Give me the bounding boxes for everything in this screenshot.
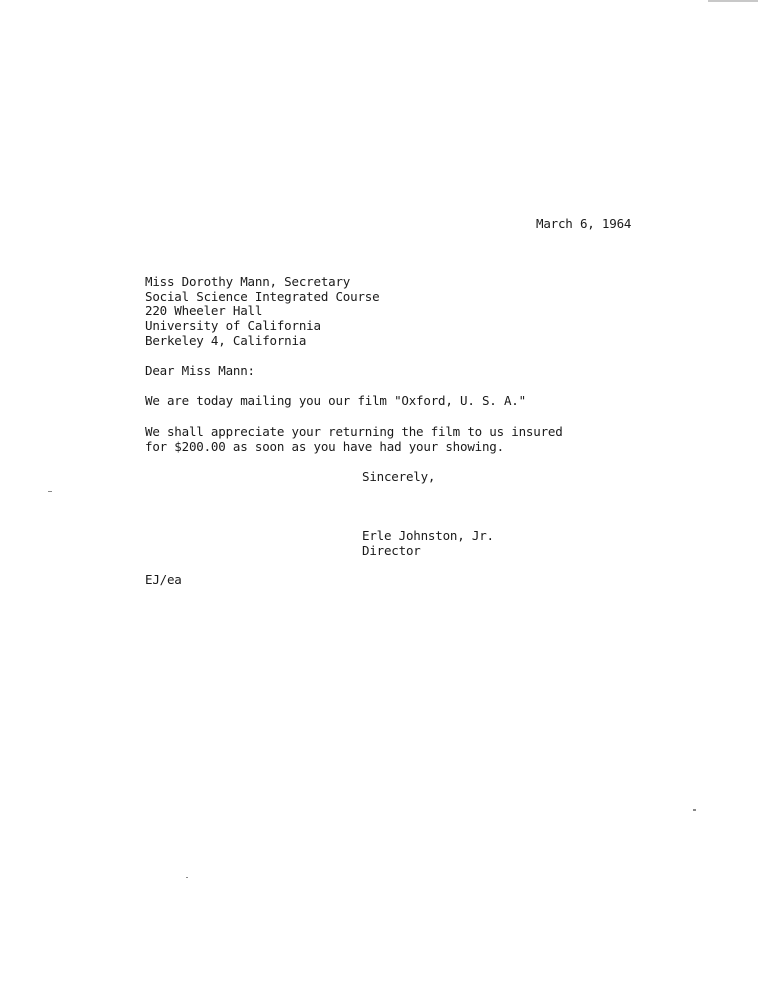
recipient-line-5: Berkeley 4, California [145,333,307,348]
signer-name: Erle Johnston, Jr. [362,528,494,543]
body-paragraph-2-line-2: for $200.00 as soon as you have had your showing. [145,439,504,454]
scan-speck [186,877,188,878]
recipient-line-3: 220 Wheeler Hall [145,303,263,318]
closing: Sincerely, [362,469,436,484]
signer-title: Director [362,543,421,558]
letter-date: March 6, 1964 [536,216,632,231]
recipient-line-4: University of California [145,318,321,333]
body-paragraph-2-line-1: We shall appreciate your returning the film to us insured [145,424,563,439]
scan-speck [48,491,52,492]
body-paragraph-1: We are today mailing you our film "Oxford, U. S. A." [145,393,526,408]
salutation: Dear Miss Mann: [145,363,255,378]
recipient-line-1: Miss Dorothy Mann, Secretary [145,274,351,289]
recipient-line-2: Social Science Integrated Course [145,289,380,304]
typist-initials: EJ/ea [145,572,182,587]
scan-speck [693,809,696,811]
scan-edge-mark [708,0,758,2]
